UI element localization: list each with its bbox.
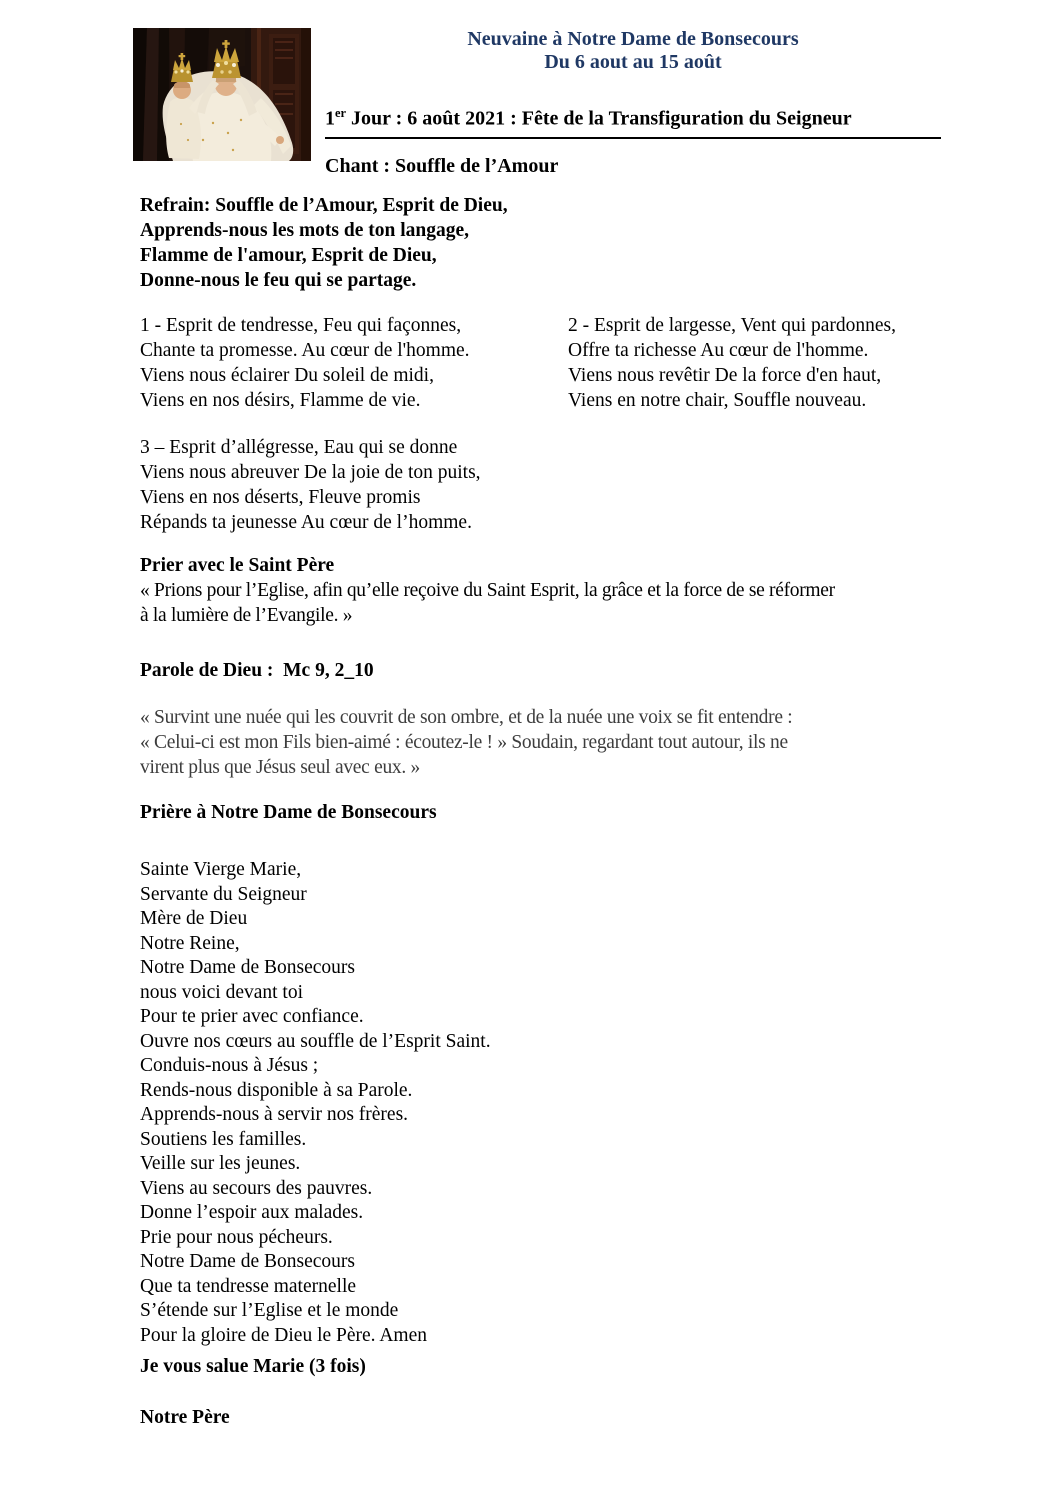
priere-lines	[140, 858, 948, 1348]
text-line: « Celui-ci est mon Fils bien-aimé : écoutez-le ! » Soudain, regardant tout autour, ils ne	[140, 732, 788, 753]
text-line: Ouvre nos cœurs au souffle de l’Esprit Saint.	[140, 1030, 491, 1052]
text-line: Rends-nous disponible à sa Parole.	[140, 1079, 413, 1101]
verses-row	[140, 313, 948, 413]
statue-illustration	[133, 28, 311, 161]
statue-image	[133, 28, 311, 161]
text-line: Apprends-nous à servir nos frères.	[140, 1104, 409, 1125]
text-line: Notre Reine,	[140, 932, 240, 954]
text-line: nous voici devant toi	[140, 981, 304, 1003]
text-line: Pour te prier avec confiance.	[140, 1006, 364, 1027]
text-line: Notre Dame de Bonsecours	[140, 1251, 355, 1272]
text-line: Que ta tendresse maternelle	[140, 1275, 357, 1297]
text-line: Donne-nous le feu qui se partage.	[140, 270, 417, 291]
text-line: Viens nous revêtir De la force d'en haut,	[568, 365, 882, 386]
spacer	[140, 780, 948, 800]
text-line: Chante ta promesse. Au cœur de l'homme.	[140, 340, 470, 361]
spacer	[140, 628, 948, 658]
text-line: Sainte Vierge Marie,	[140, 859, 302, 880]
text-line: à la lumière de l’Evangile. »	[140, 605, 353, 626]
text-line: virent plus que Jésus seul avec eux. »	[140, 757, 420, 778]
text-line: Soutiens les familles.	[140, 1128, 307, 1150]
text-line: « Survint une nuée qui les couvrit de son ombre, et de la nuée une voix se fit entendre :	[140, 707, 793, 728]
text-line: Viens en nos déserts, Fleuve promis	[140, 487, 421, 508]
chant-heading: Chant : Souffle de l’Amour	[325, 154, 559, 177]
text-line: 2 - Esprit de largesse, Vent qui pardonnes,	[568, 315, 897, 336]
verse-3	[140, 435, 948, 535]
notre-pere-heading: Notre Père	[140, 1407, 230, 1428]
text-line: Viens au secours des pauvres.	[140, 1177, 373, 1199]
text-line: Mère de Dieu	[140, 908, 248, 929]
document-body	[140, 193, 948, 1430]
saint-pere-quote	[140, 578, 948, 628]
text-line: 3 – Esprit d’allégresse, Eau qui se donne	[140, 437, 458, 458]
day-ordinal-suffix: er	[335, 106, 346, 120]
text-line: S’étende sur l’Eglise et le monde	[140, 1300, 399, 1321]
spacer	[140, 825, 948, 858]
document-header	[325, 28, 941, 178]
text-line: Viens en nos désirs, Flamme de vie.	[140, 390, 421, 411]
text-line: Apprends-nous les mots de ton langage,	[140, 220, 470, 241]
text-line: Notre Dame de Bonsecours	[140, 957, 355, 978]
text-line: Viens nous éclairer Du soleil de midi,	[140, 365, 434, 386]
day-heading	[325, 102, 941, 139]
day-number: 1	[325, 107, 335, 130]
text-line: Offre ta richesse Au cœur de l'homme.	[568, 340, 869, 361]
verse-1	[140, 313, 568, 413]
title-line-1: Neuvaine à Notre Dame de Bonsecours	[467, 28, 799, 50]
text-line: Servante du Seigneur	[140, 883, 307, 905]
text-line: Conduis-nous à Jésus ;	[140, 1055, 319, 1076]
spacer	[140, 1379, 948, 1405]
parole-heading: Parole de Dieu : Mc 9, 2_10	[140, 660, 374, 681]
priere-heading: Prière à Notre Dame de Bonsecours	[140, 802, 437, 823]
text-line: Viens nous abreuver De la joie de ton puits,	[140, 462, 481, 483]
text-line: Refrain: Souffle de l’Amour, Esprit de Dieu,	[140, 195, 508, 216]
text-line: Prie pour nous pécheurs.	[140, 1226, 333, 1248]
verse-2	[568, 313, 948, 413]
refrain-block	[140, 193, 948, 293]
text-line: Veille sur les jeunes.	[140, 1153, 301, 1174]
document-title	[325, 28, 941, 74]
je-vous-salue-heading: Je vous salue Marie (3 fois)	[140, 1356, 366, 1377]
parole-quote	[140, 705, 948, 780]
text-line: Viens en notre chair, Souffle nouveau.	[568, 390, 867, 411]
title-line-2: Du 6 aout au 15 août	[544, 51, 722, 73]
text-line: Pour la gloire de Dieu le Père. Amen	[140, 1324, 428, 1346]
spacer	[140, 683, 948, 705]
day-heading-text: Jour : 6 août 2021 : Fête de la Transfiguration du Seigneur	[346, 107, 852, 130]
text-line: Répands ta jeunesse Au cœur de l’homme.	[140, 512, 472, 533]
text-line: 1 - Esprit de tendresse, Feu qui façonnes,	[140, 315, 462, 336]
text-line: Donne l’espoir aux malades.	[140, 1202, 364, 1223]
saint-pere-heading: Prier avec le Saint Père	[140, 555, 335, 576]
text-line: « Prions pour l’Eglise, afin qu’elle reçoive du Saint Esprit, la grâce et la force de se réformer	[140, 580, 835, 601]
text-line: Flamme de l'amour, Esprit de Dieu,	[140, 245, 437, 266]
